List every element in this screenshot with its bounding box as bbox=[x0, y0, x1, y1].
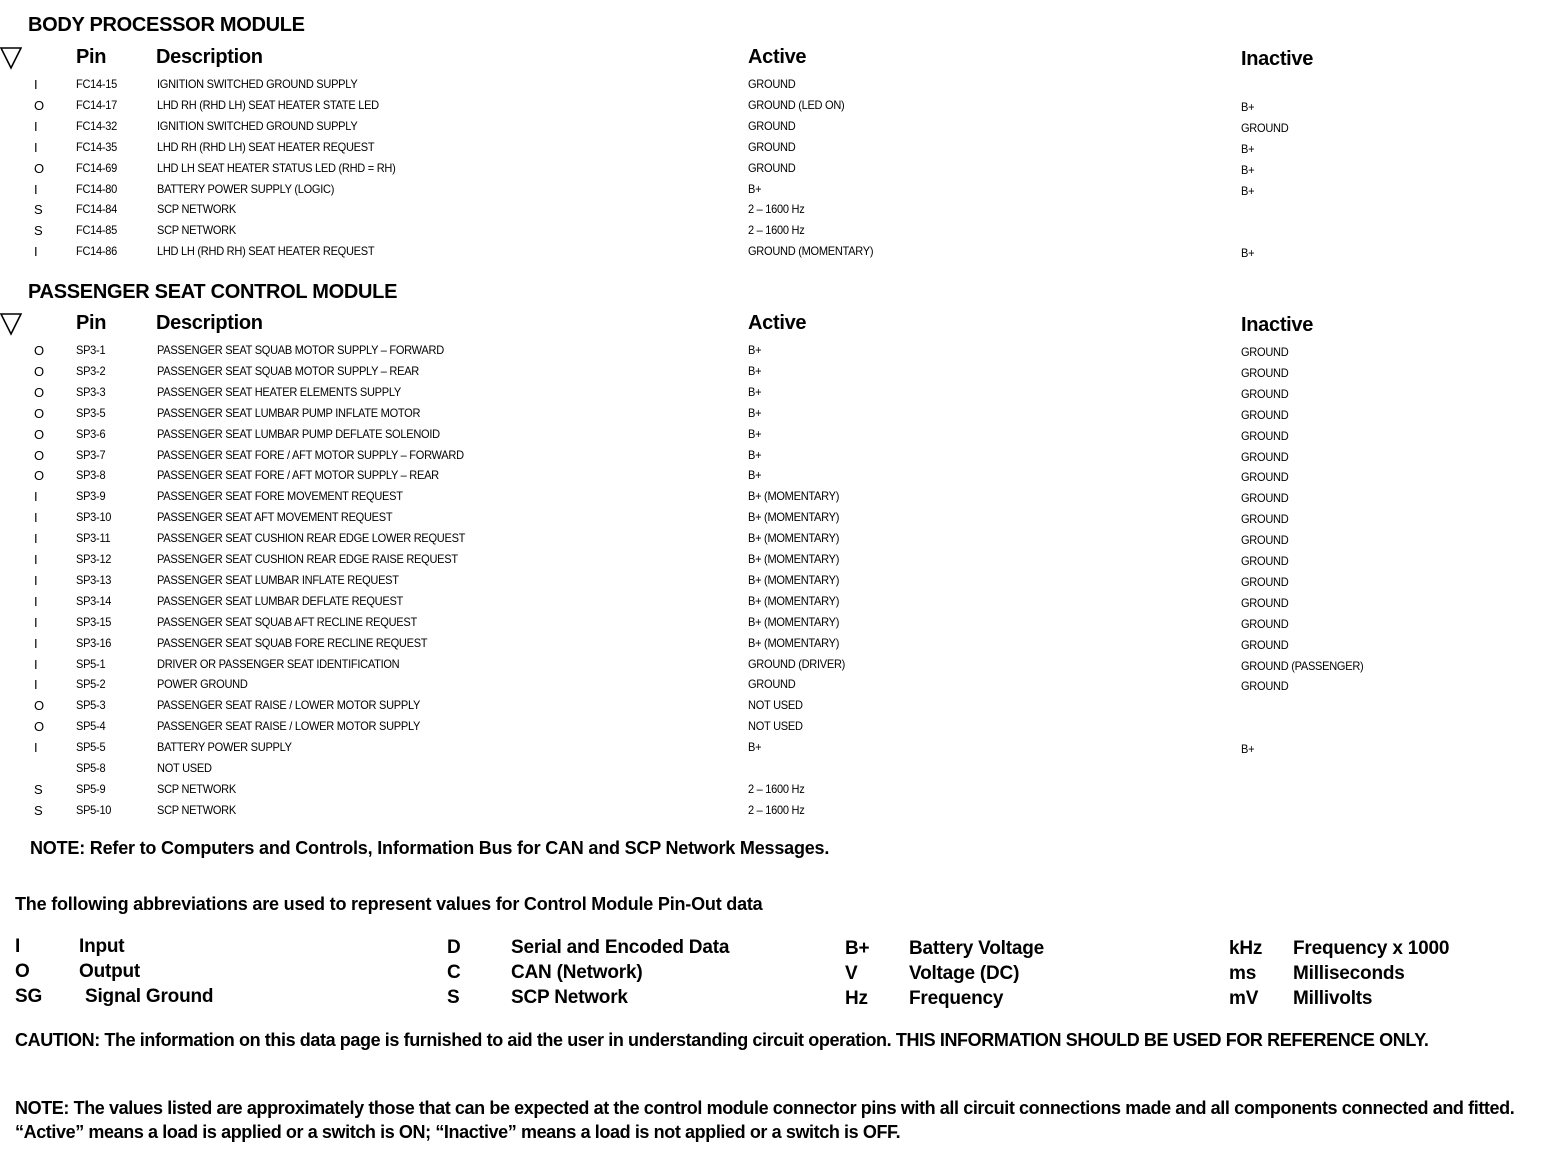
inactive-value: B+ bbox=[1241, 246, 1255, 261]
inactive-value: GROUND bbox=[1241, 679, 1289, 694]
active-value: B+ (MOMENTARY) bbox=[748, 531, 840, 546]
table-row bbox=[0, 98, 1568, 118]
table-row bbox=[0, 406, 1568, 426]
direction-triangle-icon bbox=[0, 46, 22, 70]
abbr-code: O bbox=[15, 961, 30, 982]
pin-id: SP3-10 bbox=[76, 510, 112, 525]
pin-type: O bbox=[34, 447, 44, 463]
pin-description: LHD LH (RHD RH) SEAT HEATER REQUEST bbox=[157, 244, 375, 259]
pin-description: PASSENGER SEAT SQUAB AFT RECLINE REQUEST bbox=[157, 614, 417, 629]
table-row bbox=[0, 364, 1568, 384]
active-value: GROUND bbox=[748, 160, 796, 175]
pin-id: SP5-4 bbox=[76, 719, 106, 734]
pin-description: PASSENGER SEAT RAISE / LOWER MOTOR SUPPLY bbox=[157, 719, 421, 734]
table-row bbox=[0, 740, 1568, 760]
active-value: B+ (MOMENTARY) bbox=[748, 510, 840, 525]
pin-description: LHD LH SEAT HEATER STATUS LED (RHD = RH) bbox=[157, 160, 396, 175]
pin-type: O bbox=[34, 698, 44, 714]
pin-id: SP5-9 bbox=[76, 781, 106, 796]
abbr-code: D bbox=[447, 937, 461, 958]
abbr-meaning: Battery Voltage bbox=[909, 938, 1044, 959]
pin-description: LHD RH (RHD LH) SEAT HEATER REQUEST bbox=[157, 139, 375, 154]
table-row bbox=[0, 677, 1568, 697]
abbr-meaning: SCP Network bbox=[511, 987, 628, 1008]
pin-id: SP3-5 bbox=[76, 405, 106, 420]
inactive-value: GROUND bbox=[1241, 449, 1289, 464]
pin-type: S bbox=[34, 802, 43, 818]
abbr-code: SG bbox=[15, 986, 43, 1007]
abbr-code: B+ bbox=[845, 938, 870, 959]
active-value: B+ bbox=[748, 384, 762, 399]
table-row bbox=[0, 510, 1568, 530]
table-row bbox=[0, 182, 1568, 202]
pin-type: O bbox=[34, 426, 44, 442]
pin-id: SP3-16 bbox=[76, 635, 112, 650]
abbr-meaning: Frequency x 1000 bbox=[1293, 938, 1450, 959]
pin-description: BATTERY POWER SUPPLY bbox=[157, 740, 292, 755]
pin-type: O bbox=[34, 160, 44, 176]
abbr-code: mV bbox=[1229, 988, 1259, 1009]
active-value: B+ (MOMENTARY) bbox=[748, 635, 840, 650]
pin-description: SCP NETWORK bbox=[157, 202, 236, 217]
pin-id: SP3-6 bbox=[76, 426, 106, 441]
active-value: GROUND bbox=[748, 118, 796, 133]
inactive-value: B+ bbox=[1241, 99, 1255, 114]
table-row bbox=[0, 244, 1568, 264]
pin-id: FC14-84 bbox=[76, 202, 118, 217]
inactive-value: GROUND bbox=[1241, 533, 1289, 548]
table-row bbox=[0, 531, 1568, 551]
caution-paragraph: CAUTION: The information on this data page is furnished to aid the user in understanding circuit operation. THIS INFORMATION SHOULD BE USED FOR REFERENCE ONLY. bbox=[15, 1030, 1429, 1050]
pin-id: FC14-32 bbox=[76, 118, 118, 133]
abbr-meaning: Milliseconds bbox=[1293, 963, 1405, 984]
abbr-meaning: Voltage (DC) bbox=[909, 963, 1020, 984]
active-value: B+ bbox=[748, 405, 762, 420]
pin-type: I bbox=[34, 181, 38, 197]
pin-id: SP3-3 bbox=[76, 384, 106, 399]
inactive-value: GROUND bbox=[1241, 574, 1289, 589]
table-row bbox=[0, 719, 1568, 739]
pin-description: IGNITION SWITCHED GROUND SUPPLY bbox=[157, 118, 358, 133]
pin-id: SP3-7 bbox=[76, 447, 106, 462]
pin-description: PASSENGER SEAT LUMBAR INFLATE REQUEST bbox=[157, 572, 399, 587]
abbr-meaning: Serial and Encoded Data bbox=[511, 937, 730, 958]
inactive-value: B+ bbox=[1241, 183, 1255, 198]
pin-type: I bbox=[34, 614, 38, 630]
inactive-value: GROUND bbox=[1241, 554, 1289, 568]
pin-description: BATTERY POWER SUPPLY (LOGIC) bbox=[157, 181, 335, 196]
pin-description: PASSENGER SEAT FORE / AFT MOTOR SUPPLY – REAR bbox=[157, 468, 439, 483]
pin-type: I bbox=[34, 552, 38, 567]
pin-description: SCP NETWORK bbox=[157, 223, 236, 238]
pin-id: SP3-9 bbox=[76, 489, 106, 504]
pin-description: PASSENGER SEAT SQUAB MOTOR SUPPLY – FORWARD bbox=[157, 343, 444, 357]
table-row bbox=[0, 761, 1568, 781]
pin-type: I bbox=[34, 656, 38, 672]
table-row bbox=[0, 782, 1568, 802]
inactive-value: GROUND bbox=[1241, 470, 1289, 485]
active-value: B+ bbox=[748, 426, 762, 441]
pin-type: I bbox=[34, 118, 38, 134]
pin-id: FC14-17 bbox=[76, 97, 118, 112]
pin-description: PASSENGER SEAT LUMBAR PUMP DEFLATE SOLENOID bbox=[157, 426, 440, 441]
pin-description: PASSENGER SEAT SQUAB MOTOR SUPPLY – REAR bbox=[157, 363, 419, 378]
inactive-value: GROUND bbox=[1241, 345, 1289, 359]
inactive-value: GROUND bbox=[1241, 637, 1289, 652]
table-row bbox=[0, 657, 1568, 677]
pin-description: SCP NETWORK bbox=[157, 802, 236, 817]
pin-id: SP5-10 bbox=[76, 802, 112, 817]
pin-id: SP5-1 bbox=[76, 656, 106, 671]
pin-id: SP3-1 bbox=[76, 343, 106, 357]
abbreviations-intro: The following abbreviations are used to represent values for Control Module Pin-Out data bbox=[15, 894, 763, 914]
header-active: Active bbox=[748, 46, 807, 68]
abbr-code: ms bbox=[1229, 963, 1257, 984]
abbr-code: kHz bbox=[1229, 938, 1263, 959]
active-value: B+ bbox=[748, 343, 762, 357]
active-value: GROUND (LED ON) bbox=[748, 97, 845, 112]
header-active: Active bbox=[748, 312, 807, 334]
pin-type: O bbox=[34, 405, 44, 421]
values-note-paragraph: NOTE: The values listed are approximately those that can be expected at the control module connector pins with all circuit connections made and all components connected and fitted. “Active” means a load is applied or a switch is ON; “Inactive” means a load is not applied or a switch is OFF. bbox=[15, 1098, 1515, 1142]
pin-id: FC14-15 bbox=[76, 77, 118, 91]
header-pin: Pin bbox=[76, 46, 107, 68]
pin-type: O bbox=[34, 97, 44, 113]
table-row bbox=[0, 427, 1568, 447]
pin-id: FC14-86 bbox=[76, 244, 118, 259]
table-row bbox=[0, 573, 1568, 593]
pin-type: I bbox=[34, 489, 38, 505]
pin-type: S bbox=[34, 202, 43, 218]
pin-type: I bbox=[34, 139, 38, 155]
table-row bbox=[0, 385, 1568, 405]
pin-id: SP5-2 bbox=[76, 677, 106, 692]
abbr-meaning: Frequency bbox=[909, 988, 1004, 1009]
pin-type: S bbox=[34, 781, 43, 797]
pin-description: POWER GROUND bbox=[157, 677, 248, 692]
active-value: 2 – 1600 Hz bbox=[748, 202, 805, 217]
pin-description: LHD RH (RHD LH) SEAT HEATER STATE LED bbox=[157, 97, 379, 112]
inactive-value: B+ bbox=[1241, 742, 1255, 757]
header-pin: Pin bbox=[76, 312, 107, 334]
pin-id: SP3-11 bbox=[76, 531, 111, 546]
header-inactive: Inactive bbox=[1241, 48, 1314, 70]
pin-description: SCP NETWORK bbox=[157, 781, 236, 796]
pin-type: I bbox=[34, 510, 38, 526]
pin-type: I bbox=[34, 635, 38, 651]
network-note: NOTE: Refer to Computers and Controls, Information Bus for CAN and SCP Network Messages. bbox=[30, 838, 830, 858]
active-value: B+ (MOMENTARY) bbox=[748, 614, 840, 629]
pin-description: NOT USED bbox=[157, 761, 212, 775]
active-value: B+ (MOMENTARY) bbox=[748, 572, 840, 587]
pin-type: O bbox=[34, 719, 44, 735]
pin-type: O bbox=[34, 384, 44, 400]
pin-type: O bbox=[34, 363, 44, 379]
table-row bbox=[0, 489, 1568, 509]
pin-id: SP3-15 bbox=[76, 614, 112, 629]
abbr-meaning: Millivolts bbox=[1293, 988, 1373, 1009]
pin-id: FC14-80 bbox=[76, 181, 118, 196]
inactive-value: GROUND bbox=[1241, 595, 1289, 610]
pin-type: I bbox=[34, 593, 38, 609]
abbr-code: V bbox=[845, 963, 858, 984]
pin-id: FC14-85 bbox=[76, 223, 118, 238]
abbr-code: I bbox=[15, 936, 21, 957]
pin-id: SP3-14 bbox=[76, 593, 112, 608]
active-value: NOT USED bbox=[748, 719, 803, 734]
pin-id: SP5-3 bbox=[76, 698, 106, 713]
abbr-meaning: Input bbox=[79, 936, 125, 957]
inactive-value: GROUND bbox=[1241, 407, 1289, 422]
pin-type: O bbox=[34, 343, 44, 358]
section-title-body-processor: BODY PROCESSOR MODULE bbox=[28, 14, 305, 36]
table-row bbox=[0, 468, 1568, 488]
active-value: B+ bbox=[748, 363, 762, 378]
pin-type: I bbox=[34, 531, 38, 547]
active-value: B+ (MOMENTARY) bbox=[748, 593, 840, 608]
inactive-value: B+ bbox=[1241, 162, 1255, 177]
inactive-value: GROUND bbox=[1241, 428, 1289, 443]
pin-description: PASSENGER SEAT RAISE / LOWER MOTOR SUPPLY bbox=[157, 698, 421, 713]
inactive-value: GROUND (PASSENGER) bbox=[1241, 658, 1364, 673]
table-row bbox=[0, 803, 1568, 823]
pin-description: PASSENGER SEAT AFT MOVEMENT REQUEST bbox=[157, 510, 393, 525]
active-value: GROUND bbox=[748, 77, 796, 91]
pin-description: PASSENGER SEAT HEATER ELEMENTS SUPPLY bbox=[157, 384, 401, 399]
pin-type: I bbox=[34, 77, 38, 92]
abbr-code: Hz bbox=[845, 988, 868, 1009]
pin-description: PASSENGER SEAT FORE MOVEMENT REQUEST bbox=[157, 489, 403, 504]
table-row bbox=[0, 202, 1568, 222]
inactive-value: GROUND bbox=[1241, 386, 1289, 401]
pin-type: I bbox=[34, 244, 38, 260]
active-value: GROUND (DRIVER) bbox=[748, 656, 846, 671]
table-row bbox=[0, 77, 1568, 97]
pin-id: FC14-35 bbox=[76, 139, 118, 154]
table-row bbox=[0, 615, 1568, 635]
active-value: 2 – 1600 Hz bbox=[748, 802, 805, 817]
table-row bbox=[0, 223, 1568, 243]
abbr-code: S bbox=[447, 987, 460, 1008]
header-description: Description bbox=[156, 312, 263, 334]
active-value: GROUND bbox=[748, 677, 796, 692]
table-row bbox=[0, 698, 1568, 718]
pin-id: SP3-13 bbox=[76, 572, 112, 587]
inactive-value: B+ bbox=[1241, 141, 1255, 156]
abbr-meaning: Signal Ground bbox=[85, 986, 214, 1007]
pin-id: SP5-5 bbox=[76, 740, 106, 755]
pin-description: PASSENGER SEAT SQUAB FORE RECLINE REQUEST bbox=[157, 635, 428, 650]
table-row bbox=[0, 161, 1568, 181]
pin-description: PASSENGER SEAT CUSHION REAR EDGE RAISE REQUEST bbox=[157, 552, 458, 566]
table-row bbox=[0, 343, 1568, 363]
pin-description: PASSENGER SEAT CUSHION REAR EDGE LOWER REQUEST bbox=[157, 531, 466, 546]
table-row bbox=[0, 119, 1568, 139]
pin-type: I bbox=[34, 572, 38, 588]
active-value: B+ bbox=[748, 468, 762, 483]
abbr-meaning: CAN (Network) bbox=[511, 962, 643, 983]
inactive-value: GROUND bbox=[1241, 616, 1289, 631]
abbr-code: C bbox=[447, 962, 461, 983]
table-row bbox=[0, 636, 1568, 656]
active-value: 2 – 1600 Hz bbox=[748, 223, 805, 238]
abbr-meaning: Output bbox=[79, 961, 141, 982]
pin-id: SP3-12 bbox=[76, 552, 112, 566]
inactive-value: GROUND bbox=[1241, 512, 1289, 527]
pin-id: SP3-2 bbox=[76, 363, 106, 378]
active-value: B+ (MOMENTARY) bbox=[748, 552, 840, 566]
table-header-body-processor bbox=[0, 46, 1568, 70]
inactive-value: GROUND bbox=[1241, 365, 1289, 380]
active-value: 2 – 1600 Hz bbox=[748, 781, 805, 796]
active-value: GROUND bbox=[748, 139, 796, 154]
pin-description: DRIVER OR PASSENGER SEAT IDENTIFICATION bbox=[157, 656, 400, 671]
pin-description: PASSENGER SEAT FORE / AFT MOTOR SUPPLY – FORWARD bbox=[157, 447, 464, 462]
table-row bbox=[0, 594, 1568, 614]
active-value: B+ (MOMENTARY) bbox=[748, 489, 840, 504]
direction-triangle-icon bbox=[0, 312, 22, 336]
pin-id: FC14-69 bbox=[76, 160, 118, 175]
pin-type: S bbox=[34, 223, 43, 239]
table-header-passenger-seat bbox=[0, 312, 1568, 336]
inactive-value: GROUND bbox=[1241, 491, 1289, 506]
inactive-value: GROUND bbox=[1241, 120, 1289, 135]
section-title-passenger-seat: PASSENGER SEAT CONTROL MODULE bbox=[28, 281, 398, 303]
pin-id: SP5-8 bbox=[76, 761, 106, 775]
header-description: Description bbox=[156, 46, 263, 68]
active-value: NOT USED bbox=[748, 698, 803, 713]
table-row bbox=[0, 448, 1568, 468]
pin-id: SP3-8 bbox=[76, 468, 106, 483]
pin-type: O bbox=[34, 468, 44, 484]
pin-description: PASSENGER SEAT LUMBAR PUMP INFLATE MOTOR bbox=[157, 405, 421, 420]
pin-type: I bbox=[34, 740, 38, 756]
header-inactive: Inactive bbox=[1241, 314, 1314, 336]
active-value: B+ bbox=[748, 181, 762, 196]
active-value: B+ bbox=[748, 447, 762, 462]
active-value: GROUND (MOMENTARY) bbox=[748, 244, 874, 259]
pin-description: PASSENGER SEAT LUMBAR DEFLATE REQUEST bbox=[157, 593, 404, 608]
table-row bbox=[0, 552, 1568, 572]
table-row bbox=[0, 140, 1568, 160]
active-value: B+ bbox=[748, 740, 762, 755]
pin-description: IGNITION SWITCHED GROUND SUPPLY bbox=[157, 77, 358, 91]
pin-type: I bbox=[34, 677, 38, 693]
